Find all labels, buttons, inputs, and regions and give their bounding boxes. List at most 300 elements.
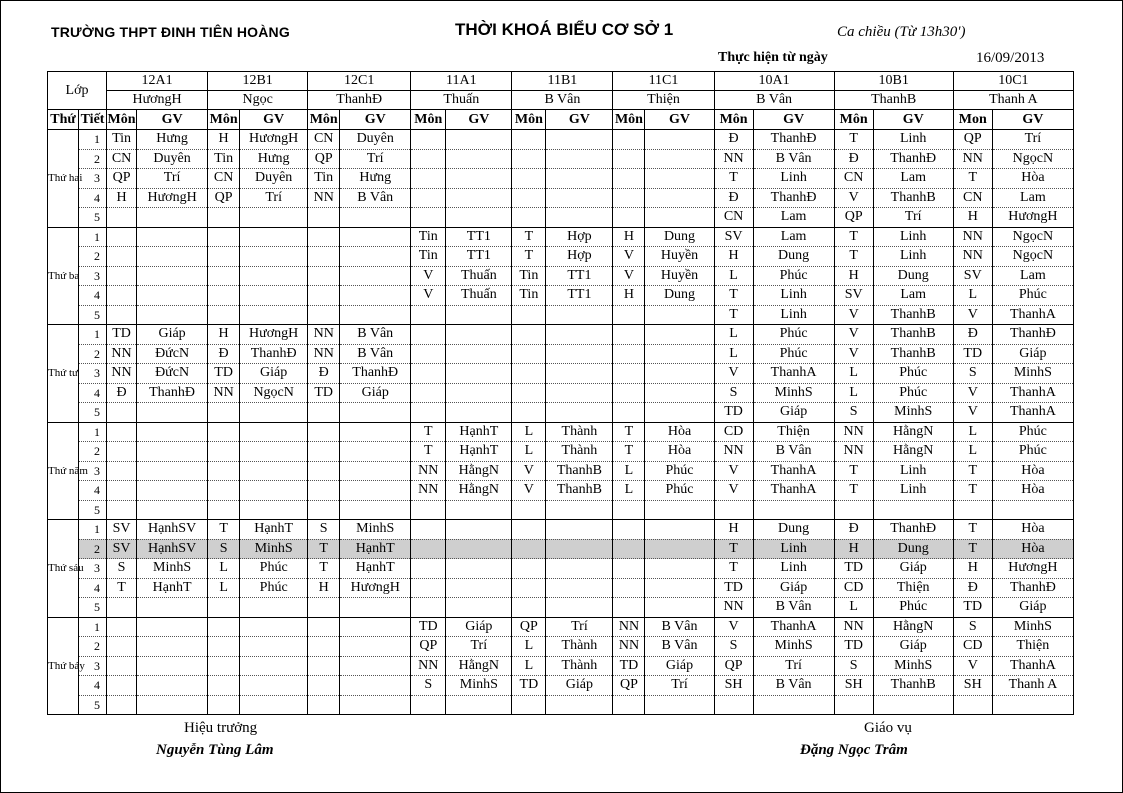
teacher-cell xyxy=(546,559,613,579)
class-teacher-header: ThanhB xyxy=(834,91,953,110)
teacher-cell: Giáp xyxy=(546,676,613,696)
teacher-cell xyxy=(873,695,953,715)
table-row xyxy=(48,539,1074,559)
subject-cell xyxy=(613,559,645,579)
subject-cell: T xyxy=(953,169,992,189)
teacher-cell xyxy=(992,500,1073,520)
subject-cell xyxy=(714,695,753,715)
subject-cell xyxy=(411,383,446,403)
subject-cell xyxy=(308,656,340,676)
subject-cell xyxy=(411,539,446,559)
teacher-cell xyxy=(446,403,512,423)
subject-cell: SV xyxy=(107,520,137,540)
subject-cell: L xyxy=(512,442,546,462)
subject-cell: T xyxy=(107,578,137,598)
subject-cell xyxy=(107,617,137,637)
subject-cell: SH xyxy=(953,676,992,696)
subject-cell: T xyxy=(714,305,753,325)
teacher-cell: Phúc xyxy=(873,383,953,403)
subject-cell: V xyxy=(714,461,753,481)
teacher-column-header: GV xyxy=(992,110,1073,130)
subject-cell: NN xyxy=(308,344,340,364)
subject-cell xyxy=(308,481,340,501)
subject-cell: V xyxy=(834,305,873,325)
teacher-cell: Trí xyxy=(240,188,308,208)
teacher-cell xyxy=(645,305,714,325)
teacher-cell xyxy=(137,481,208,501)
subject-cell xyxy=(107,461,137,481)
teacher-cell xyxy=(546,169,613,189)
teacher-cell xyxy=(645,598,714,618)
subject-cell xyxy=(208,305,240,325)
subject-cell: H xyxy=(953,208,992,228)
teacher-cell xyxy=(446,208,512,228)
teacher-cell: Hòa xyxy=(992,481,1073,501)
subject-cell: H xyxy=(834,266,873,286)
teacher-cell xyxy=(240,227,308,247)
teacher-cell: Linh xyxy=(753,559,834,579)
day-label: Thứ ba xyxy=(48,227,79,325)
teacher-cell xyxy=(546,130,613,150)
teacher-cell xyxy=(340,617,411,637)
table-row xyxy=(48,383,1074,403)
subject-cell: QP xyxy=(714,656,753,676)
subject-cell: NN xyxy=(208,383,240,403)
teacher-cell: Lam xyxy=(992,266,1073,286)
subject-cell xyxy=(411,578,446,598)
subject-cell: Đ xyxy=(834,520,873,540)
teacher-cell xyxy=(546,403,613,423)
teacher-cell: ThanhB xyxy=(546,461,613,481)
teacher-cell: Duyên xyxy=(240,169,308,189)
subject-cell xyxy=(208,676,240,696)
subject-cell: NN xyxy=(411,656,446,676)
teacher-cell: Lam xyxy=(992,188,1073,208)
teacher-column-header: GV xyxy=(645,110,714,130)
subject-cell xyxy=(107,227,137,247)
subject-cell xyxy=(512,169,546,189)
subject-cell xyxy=(512,305,546,325)
teacher-cell: ThanhĐ xyxy=(873,520,953,540)
teacher-cell: HạnhSV xyxy=(137,520,208,540)
teacher-cell: Phúc xyxy=(753,266,834,286)
teacher-cell: Phúc xyxy=(645,461,714,481)
teacher-cell: Hòa xyxy=(645,422,714,442)
teacher-cell xyxy=(340,266,411,286)
subject-cell xyxy=(308,305,340,325)
teacher-cell: HạnhT xyxy=(446,442,512,462)
subject-column-header: Môn xyxy=(208,110,240,130)
subject-cell xyxy=(107,676,137,696)
subject-cell: T xyxy=(834,461,873,481)
subject-cell: Đ xyxy=(208,344,240,364)
subject-column-header: Môn xyxy=(107,110,137,130)
teacher-cell: Duyên xyxy=(137,149,208,169)
period-number: 3 xyxy=(79,266,107,286)
subject-cell xyxy=(512,598,546,618)
teacher-cell: Trí xyxy=(546,617,613,637)
subject-cell: V xyxy=(411,266,446,286)
teacher-cell xyxy=(645,539,714,559)
subject-cell xyxy=(107,305,137,325)
teacher-cell xyxy=(446,383,512,403)
table-row xyxy=(48,617,1074,637)
teacher-cell: ĐứcN xyxy=(137,344,208,364)
teacher-cell: Giáp xyxy=(137,325,208,345)
teacher-cell xyxy=(240,461,308,481)
teacher-cell: Thuấn xyxy=(446,286,512,306)
day-label: Thứ hai xyxy=(48,130,79,228)
table-row xyxy=(48,637,1074,657)
subject-cell xyxy=(107,247,137,267)
teacher-cell: Hưng xyxy=(137,130,208,150)
class-teacher-header: B Vân xyxy=(512,91,613,110)
subject-cell xyxy=(208,481,240,501)
teacher-cell: NgọcN xyxy=(240,383,308,403)
teacher-cell: B Vân xyxy=(340,188,411,208)
table-row xyxy=(48,422,1074,442)
teacher-cell: Linh xyxy=(753,286,834,306)
subject-cell: QP xyxy=(411,637,446,657)
teacher-cell xyxy=(645,325,714,345)
subject-cell xyxy=(208,617,240,637)
effective-date: 16/09/2013 xyxy=(976,50,1045,66)
subject-cell xyxy=(512,403,546,423)
teacher-cell: ThanhĐ xyxy=(753,188,834,208)
teacher-cell xyxy=(340,500,411,520)
teacher-cell: HạnhT xyxy=(137,578,208,598)
subject-cell: CN xyxy=(208,169,240,189)
table-row xyxy=(48,130,1074,150)
teacher-cell: B Vân xyxy=(340,344,411,364)
day-label: Thứ năm xyxy=(48,422,79,520)
teacher-cell: ThanhB xyxy=(873,676,953,696)
subject-cell: Tin xyxy=(208,149,240,169)
subject-cell xyxy=(107,500,137,520)
period-number: 4 xyxy=(79,676,107,696)
teacher-cell: Hòa xyxy=(645,442,714,462)
subject-cell: V xyxy=(512,461,546,481)
teacher-cell: ThanhA xyxy=(992,656,1073,676)
subject-cell: TD xyxy=(834,559,873,579)
teacher-cell xyxy=(137,656,208,676)
subject-cell: TD xyxy=(613,656,645,676)
subject-cell xyxy=(308,208,340,228)
subject-cell xyxy=(208,695,240,715)
subject-cell xyxy=(613,403,645,423)
period-number: 4 xyxy=(79,481,107,501)
teacher-cell: Thành xyxy=(546,656,613,676)
teacher-cell: Thành xyxy=(546,442,613,462)
subject-cell: QP xyxy=(208,188,240,208)
period-number: 2 xyxy=(79,247,107,267)
class-teacher-header: HươngH xyxy=(107,91,208,110)
principal-title: Hiệu trưởng xyxy=(184,720,258,736)
teacher-cell xyxy=(137,637,208,657)
subject-cell: H xyxy=(834,539,873,559)
teacher-cell: ThanhĐ xyxy=(873,149,953,169)
academic-staff-title: Giáo vụ xyxy=(864,720,912,736)
subject-cell xyxy=(512,578,546,598)
subject-cell xyxy=(613,130,645,150)
teacher-cell: Giáp xyxy=(645,656,714,676)
subject-cell: SH xyxy=(834,676,873,696)
subject-cell: V xyxy=(953,656,992,676)
subject-cell: TD xyxy=(512,676,546,696)
subject-cell: QP xyxy=(107,169,137,189)
subject-cell: H xyxy=(714,520,753,540)
subject-cell: TD xyxy=(953,598,992,618)
subject-column-header: Mon xyxy=(953,110,992,130)
subject-cell: NN xyxy=(308,325,340,345)
teacher-cell: TT1 xyxy=(446,247,512,267)
period-number: 2 xyxy=(79,442,107,462)
subject-cell xyxy=(411,500,446,520)
teacher-cell: ĐứcN xyxy=(137,364,208,384)
subject-cell xyxy=(613,383,645,403)
subject-cell: QP xyxy=(613,676,645,696)
teacher-cell xyxy=(645,169,714,189)
teacher-cell: HươngH xyxy=(992,208,1073,228)
subject-cell xyxy=(107,286,137,306)
subject-cell xyxy=(411,208,446,228)
teacher-cell: Giáp xyxy=(340,383,411,403)
period-number: 2 xyxy=(79,344,107,364)
teacher-cell xyxy=(446,325,512,345)
subject-cell xyxy=(411,305,446,325)
subject-cell xyxy=(512,149,546,169)
period-number: 5 xyxy=(79,598,107,618)
subject-cell: CN xyxy=(107,149,137,169)
day-label: Thứ tư xyxy=(48,325,79,423)
teacher-cell: ThanhA xyxy=(753,481,834,501)
subject-cell: SV xyxy=(834,286,873,306)
teacher-cell: Dung xyxy=(645,227,714,247)
subject-cell: Tin xyxy=(411,227,446,247)
teacher-cell xyxy=(137,598,208,618)
table-row xyxy=(48,520,1074,540)
subject-cell: T xyxy=(834,227,873,247)
subject-cell xyxy=(512,695,546,715)
teacher-cell xyxy=(137,461,208,481)
period-number: 3 xyxy=(79,364,107,384)
teacher-cell: ThanhA xyxy=(992,305,1073,325)
subject-cell: S xyxy=(714,383,753,403)
table-row xyxy=(48,695,1074,715)
class-name-header: 10B1 xyxy=(834,72,953,91)
teacher-cell: ThanhB xyxy=(873,344,953,364)
subject-cell xyxy=(308,286,340,306)
teacher-cell: Hợp xyxy=(546,227,613,247)
teacher-cell xyxy=(340,656,411,676)
principal-name: Nguyễn Tùng Lâm xyxy=(156,742,274,758)
subject-cell xyxy=(107,481,137,501)
subject-cell: T xyxy=(613,442,645,462)
subject-cell xyxy=(512,520,546,540)
teacher-cell: B Vân xyxy=(753,598,834,618)
subject-cell: S xyxy=(107,559,137,579)
teacher-cell: Giáp xyxy=(753,578,834,598)
teacher-cell xyxy=(645,695,714,715)
teacher-cell xyxy=(137,617,208,637)
academic-staff-name: Đặng Ngọc Trâm xyxy=(800,742,908,758)
subject-cell xyxy=(208,442,240,462)
teacher-cell xyxy=(240,247,308,267)
teacher-cell xyxy=(645,559,714,579)
teacher-column-header: GV xyxy=(873,110,953,130)
subject-cell xyxy=(613,539,645,559)
subject-cell xyxy=(308,598,340,618)
teacher-cell xyxy=(546,539,613,559)
teacher-cell: Giáp xyxy=(992,598,1073,618)
teacher-cell xyxy=(240,695,308,715)
teacher-cell xyxy=(340,442,411,462)
teacher-cell xyxy=(446,500,512,520)
period-number: 1 xyxy=(79,520,107,540)
teacher-cell: ThanhĐ xyxy=(753,130,834,150)
teacher-cell: Linh xyxy=(753,305,834,325)
subject-cell xyxy=(953,500,992,520)
teacher-cell: HằngN xyxy=(446,481,512,501)
subject-cell xyxy=(613,325,645,345)
teacher-cell: Thành xyxy=(546,422,613,442)
subject-cell: V xyxy=(953,305,992,325)
teacher-cell xyxy=(645,403,714,423)
subject-cell: L xyxy=(834,383,873,403)
subject-cell xyxy=(308,227,340,247)
class-teacher-header: Thiện xyxy=(613,91,714,110)
subject-cell: T xyxy=(714,169,753,189)
teacher-cell xyxy=(546,344,613,364)
subject-cell xyxy=(208,422,240,442)
subject-cell: NN xyxy=(953,227,992,247)
teacher-cell xyxy=(240,422,308,442)
subject-cell xyxy=(613,169,645,189)
teacher-cell xyxy=(240,266,308,286)
teacher-cell: Dung xyxy=(753,247,834,267)
subject-cell: CN xyxy=(714,208,753,228)
teacher-cell xyxy=(546,325,613,345)
subject-cell xyxy=(613,149,645,169)
teacher-cell: Phúc xyxy=(240,559,308,579)
teacher-cell xyxy=(340,227,411,247)
subject-cell: T xyxy=(411,442,446,462)
teacher-cell: Dung xyxy=(873,266,953,286)
period-number: 2 xyxy=(79,539,107,559)
teacher-cell xyxy=(446,344,512,364)
class-name-header: 11C1 xyxy=(613,72,714,91)
subject-cell xyxy=(308,695,340,715)
class-teacher-header: Ngọc xyxy=(208,91,308,110)
period-number: 1 xyxy=(79,227,107,247)
teacher-cell xyxy=(446,598,512,618)
subject-cell xyxy=(411,188,446,208)
subject-cell: V xyxy=(613,247,645,267)
subject-cell: H xyxy=(714,247,753,267)
teacher-cell xyxy=(137,676,208,696)
teacher-cell: Phúc xyxy=(873,598,953,618)
teacher-cell xyxy=(240,442,308,462)
table-row xyxy=(48,598,1074,618)
subject-cell: H xyxy=(308,578,340,598)
subject-cell: V xyxy=(953,383,992,403)
subject-cell: T xyxy=(613,422,645,442)
class-name-header: 12C1 xyxy=(308,72,411,91)
subject-cell xyxy=(107,422,137,442)
period-number: 5 xyxy=(79,403,107,423)
subject-cell xyxy=(512,364,546,384)
subject-cell xyxy=(308,500,340,520)
teacher-cell: ThanhA xyxy=(992,383,1073,403)
teacher-cell xyxy=(546,149,613,169)
teacher-cell xyxy=(546,188,613,208)
subject-cell: NN xyxy=(834,617,873,637)
teacher-cell: MinhS xyxy=(137,559,208,579)
table-row xyxy=(48,286,1074,306)
subject-cell: CN xyxy=(834,169,873,189)
subject-cell xyxy=(613,188,645,208)
teacher-column-header: GV xyxy=(546,110,613,130)
teacher-cell xyxy=(240,403,308,423)
subject-cell: TD xyxy=(308,383,340,403)
subject-cell xyxy=(107,442,137,462)
subject-cell: L xyxy=(512,656,546,676)
class-name-header: 12A1 xyxy=(107,72,208,91)
teacher-cell: Dung xyxy=(753,520,834,540)
subject-cell: TD xyxy=(107,325,137,345)
subject-cell xyxy=(208,208,240,228)
subject-cell xyxy=(512,344,546,364)
day-label: Thứ bảy xyxy=(48,617,79,715)
subject-cell xyxy=(714,500,753,520)
subject-cell: T xyxy=(953,461,992,481)
teacher-cell: HạnhT xyxy=(340,559,411,579)
teacher-cell: HươngH xyxy=(137,188,208,208)
teacher-cell: Huyền xyxy=(645,247,714,267)
table-row xyxy=(48,578,1074,598)
subject-cell: QP xyxy=(308,149,340,169)
subject-cell xyxy=(512,130,546,150)
teacher-cell: HằngN xyxy=(446,656,512,676)
subject-cell: SV xyxy=(953,266,992,286)
teacher-cell: Linh xyxy=(873,461,953,481)
subject-cell: Đ xyxy=(953,578,992,598)
teacher-cell: Hòa xyxy=(992,169,1073,189)
subject-cell xyxy=(308,442,340,462)
period-number: 1 xyxy=(79,617,107,637)
subject-cell xyxy=(208,227,240,247)
subject-cell: QP xyxy=(512,617,546,637)
subject-cell: TD xyxy=(411,617,446,637)
class-teacher-header: ThanhĐ xyxy=(308,91,411,110)
subject-cell: V xyxy=(613,266,645,286)
subject-column-header: Môn xyxy=(714,110,753,130)
subject-cell: T xyxy=(411,422,446,442)
subject-cell: L xyxy=(953,422,992,442)
teacher-cell xyxy=(645,208,714,228)
teacher-cell: HạnhT xyxy=(240,520,308,540)
teacher-cell xyxy=(446,169,512,189)
teacher-cell xyxy=(240,305,308,325)
subject-cell: L xyxy=(714,266,753,286)
subject-cell xyxy=(107,637,137,657)
subject-cell xyxy=(308,247,340,267)
subject-cell: V xyxy=(411,286,446,306)
teacher-cell: MinhS xyxy=(992,617,1073,637)
teacher-cell: ThanhA xyxy=(753,364,834,384)
teacher-cell xyxy=(340,676,411,696)
subject-cell xyxy=(411,169,446,189)
